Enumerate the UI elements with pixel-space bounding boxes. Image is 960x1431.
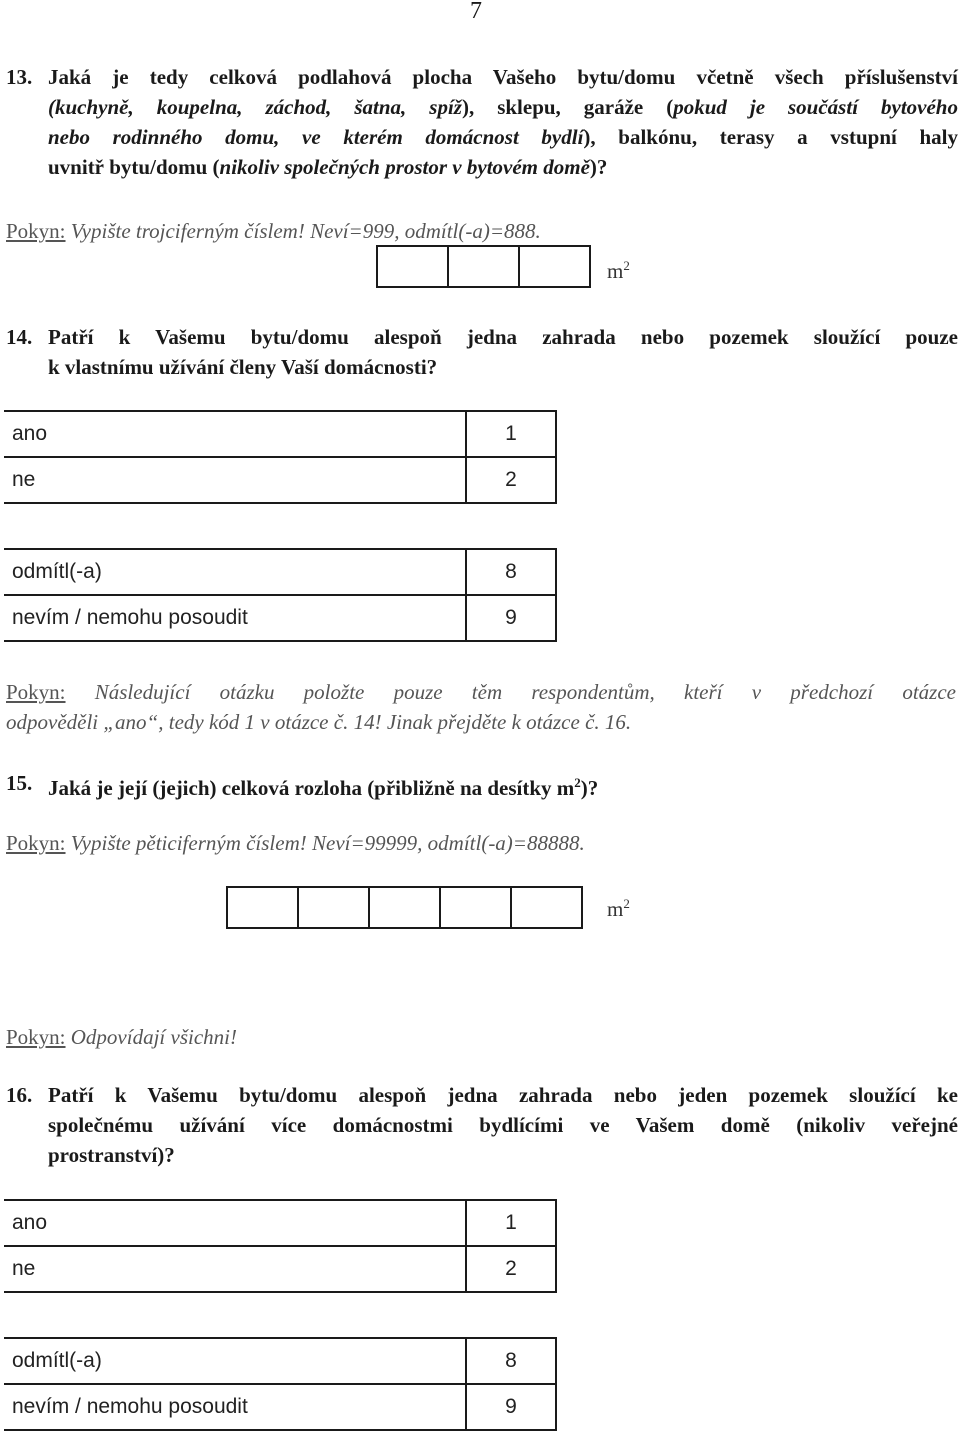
- instruction-label: Pokyn:: [6, 219, 66, 243]
- option-label: nevím / nemohu posoudit: [4, 595, 466, 641]
- unit-label: $m^2$: [607, 258, 630, 283]
- instruction-text: Vypište trojciferným číslem! Neví=999, odmítl(-a)=888.: [65, 219, 541, 243]
- option-row[interactable]: [4, 1200, 556, 1246]
- option-label: nevím / nemohu posoudit: [4, 1384, 466, 1430]
- option-code[interactable]: 8: [466, 549, 556, 595]
- option-code[interactable]: 2: [466, 457, 556, 503]
- instruction-q15-filter: [6, 677, 956, 737]
- question-16: [0, 1080, 958, 1170]
- option-code[interactable]: 9: [466, 595, 556, 641]
- digit-box[interactable]: [297, 886, 370, 929]
- question-text-line: (kuchyně, koupelna, záchod, šatna, spíž), sklepu, garáže (pokud je součástí bytového: [48, 95, 958, 119]
- question-text-line: prostranství)?: [48, 1143, 175, 1167]
- question-text-line: uvnitř bytu/domu (nikoliv společných prostor v bytovém domě)?: [48, 155, 608, 179]
- options-q14: [4, 410, 557, 642]
- option-row[interactable]: [4, 595, 556, 641]
- option-row[interactable]: [4, 1384, 556, 1430]
- option-label: odmítl(-a): [4, 1338, 466, 1384]
- instruction-label: Pokyn:: [6, 1025, 66, 1049]
- instruction-q16: [6, 1022, 956, 1052]
- option-row[interactable]: [4, 457, 556, 503]
- option-row[interactable]: [4, 549, 556, 595]
- question-number: 13.: [6, 65, 33, 89]
- digit-box[interactable]: [518, 245, 591, 288]
- question-number: 14.: [6, 325, 33, 349]
- question-text-line: k vlastnímu užívání členy Vaší domácnosti?: [48, 355, 438, 379]
- digit-box[interactable]: [447, 245, 520, 288]
- question-13: [0, 62, 958, 182]
- question-text-line: Jaká je tedy celková podlahová plocha Vašeho bytu/domu včetně všech příslušenství: [48, 65, 958, 89]
- option-label: ano: [4, 1200, 466, 1246]
- answer-boxes-q13: [376, 245, 589, 288]
- question-text-line: Patří k Vašemu bytu/domu alespoň jedna zahrada nebo jeden pozemek sloužící ke: [48, 1083, 958, 1107]
- question-15: 15. Jaká je její (jejich) celková rozloha (přibližně na desítky $m^2$)?: [0, 768, 958, 803]
- unit-label: $m^2$: [607, 896, 630, 921]
- option-row[interactable]: [4, 1246, 556, 1292]
- options-q16: [4, 1199, 557, 1431]
- option-label: odmítl(-a): [4, 549, 466, 595]
- option-code[interactable]: 2: [466, 1246, 556, 1292]
- instruction-label: Pokyn:: [6, 831, 66, 855]
- digit-box[interactable]: [226, 886, 299, 929]
- digit-box[interactable]: [376, 245, 449, 288]
- instruction-label: Pokyn:: [6, 680, 66, 704]
- instruction-text: Vypište pěticiferným číslem! Neví=99999, odmítl(-a)=88888.: [65, 831, 585, 855]
- instruction-q13: [6, 216, 956, 246]
- digit-box[interactable]: [510, 886, 583, 929]
- answer-boxes-q15: [226, 886, 581, 929]
- option-label: ano: [4, 411, 466, 457]
- option-code[interactable]: 1: [466, 1200, 556, 1246]
- option-label: ne: [4, 1246, 466, 1292]
- page-number: 7: [470, 0, 482, 24]
- instruction-text: odpověděli „ano“, tedy kód 1 v otázce č. 14! Jinak přejděte k otázce č. 16.: [6, 710, 632, 734]
- digit-box[interactable]: [368, 886, 441, 929]
- digit-box[interactable]: [439, 886, 512, 929]
- option-label: ne: [4, 457, 466, 503]
- question-number: 16.: [6, 1083, 33, 1107]
- option-code[interactable]: 8: [466, 1338, 556, 1384]
- question-number: 15.: [6, 771, 33, 795]
- instruction-q15: [6, 828, 956, 858]
- option-row[interactable]: [4, 411, 556, 457]
- option-row[interactable]: [4, 1338, 556, 1384]
- question-text-line: společnému užívání více domácnostmi bydlícími ve Vašem domě (nikoliv veřejné: [48, 1113, 958, 1137]
- question-text-line: nebo rodinného domu, ve kterém domácnost bydlí), balkónu, terasy a vstupní haly: [48, 125, 958, 149]
- instruction-text: Následující otázku položte pouze těm respondentům, kteří v předchozí otázce: [65, 680, 956, 704]
- option-code[interactable]: 9: [466, 1384, 556, 1430]
- question-14: [0, 322, 958, 382]
- question-text-line: Patří k Vašemu bytu/domu alespoň jedna zahrada nebo pozemek sloužící pouze: [48, 325, 958, 349]
- option-code[interactable]: 1: [466, 411, 556, 457]
- instruction-text: Odpovídají všichni!: [65, 1025, 237, 1049]
